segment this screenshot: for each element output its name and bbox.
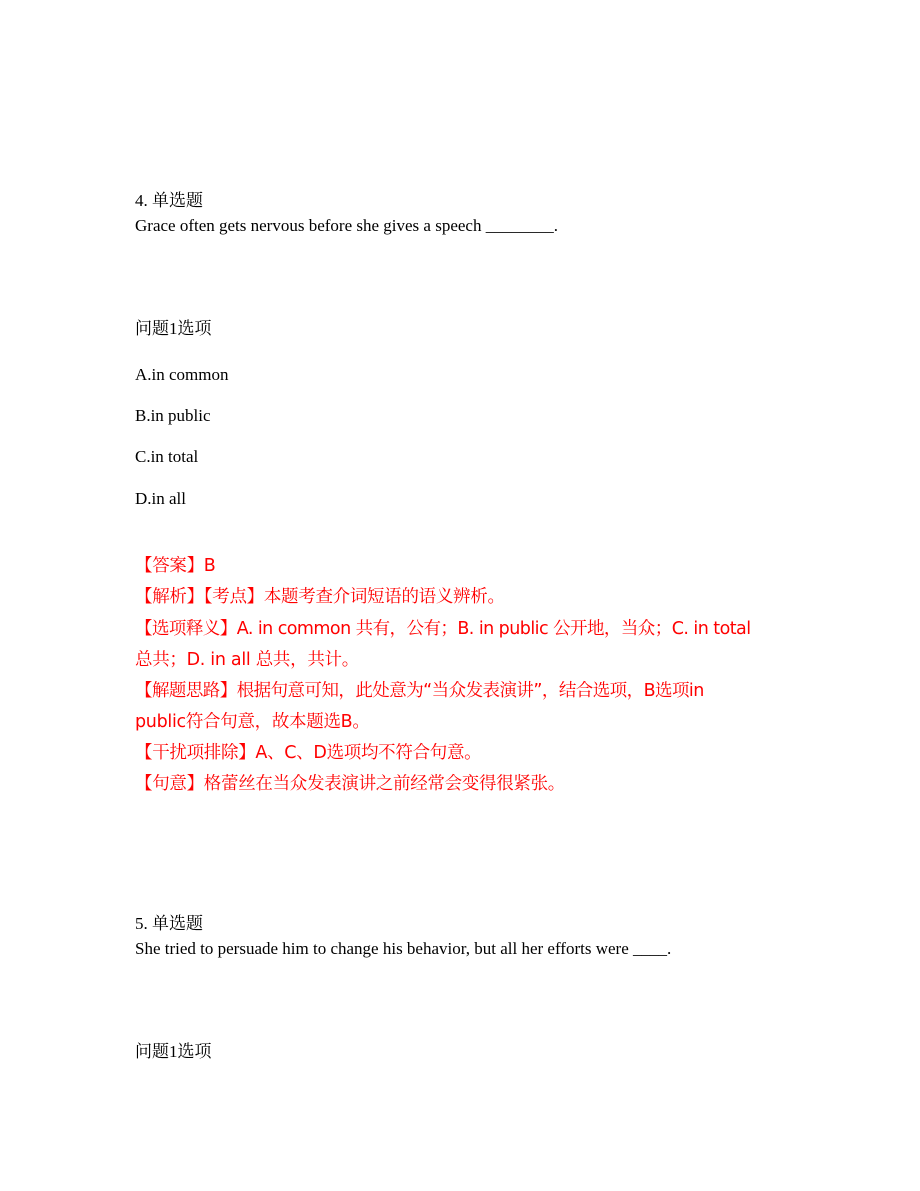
question-4-options-title: 问题1选项 — [135, 319, 212, 338]
option-d: D.in all — [135, 489, 186, 508]
option-a: A.in common — [135, 365, 229, 384]
distractor-exclude-line: 【干扰项排除】A、C、D选项均不符合句意。 — [135, 743, 482, 763]
question-5-header: 5. 单选题 — [135, 914, 203, 933]
sentence-meaning-line: 【句意】格蕾丝在当众发表演讲之前经常会变得很紧张。 — [135, 774, 565, 794]
option-explain-line-2: 总共；D. in all 总共，共计。 — [135, 650, 359, 670]
answer-line: 【答案】B — [135, 556, 216, 576]
question-4-header: 4. 单选题 — [135, 191, 203, 210]
option-c: C.in total — [135, 447, 199, 466]
option-explain-line-1: 【选项释义】A. in common 共有，公有；B. in public 公开地，当众；C. in total — [135, 619, 751, 639]
solution-idea-line-1: 【解题思路】根据句意可知，此处意为“当众发表演讲”，结合选项，B选项in — [135, 681, 704, 701]
analysis-point-line: 【解析】【考点】本题考查介词短语的语义辨析。 — [135, 587, 505, 607]
option-b: B.in public — [135, 406, 211, 425]
solution-idea-line-2: public符合句意，故本题选B。 — [135, 712, 370, 732]
question-4-stem: Grace often gets nervous before she gives a speech ________. — [135, 216, 558, 235]
question-5-options-title: 问题1选项 — [135, 1042, 212, 1061]
question-5-stem: She tried to persuade him to change his behavior, but all her efforts were ____. — [135, 939, 672, 958]
